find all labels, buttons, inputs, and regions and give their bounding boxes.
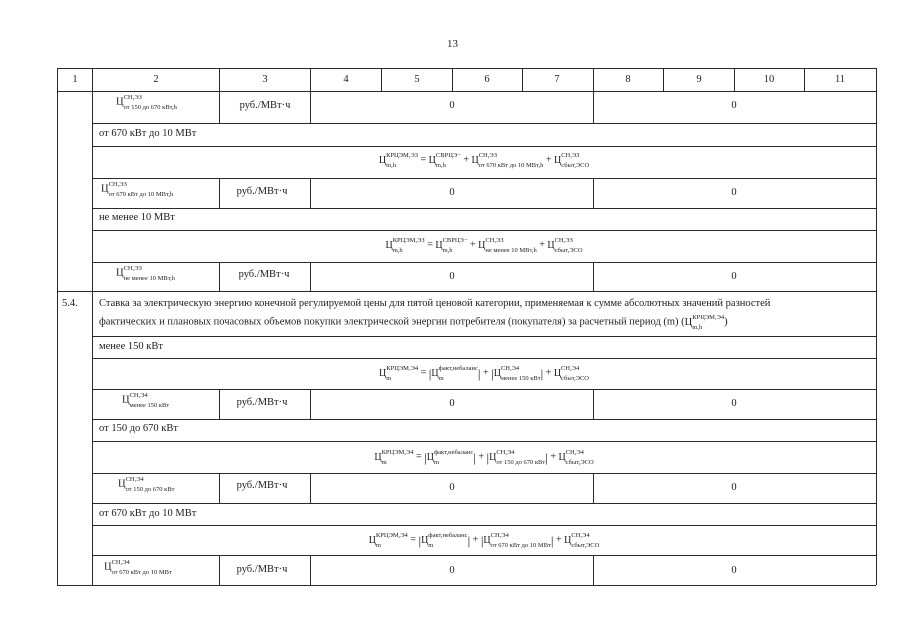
value-cols-8-11: 0 (731, 398, 737, 409)
table-rule (92, 91, 93, 585)
subscript: m (375, 541, 381, 549)
superscript: СН,ЭЗ (123, 265, 142, 272)
operator: + (478, 451, 484, 463)
table-rule (57, 91, 876, 92)
table-rule (593, 68, 594, 91)
price-letter: Ц (104, 561, 112, 573)
price-symbol-ge10 (116, 266, 175, 282)
subscript: m,h (692, 323, 703, 331)
price-symbol-150-670-e4 (118, 477, 175, 493)
price-symbol (480, 532, 551, 549)
index-stack (485, 238, 536, 254)
table-rule (57, 68, 58, 91)
superscript: СН,ЭЗ (485, 237, 504, 244)
price-letter: Ц (478, 239, 486, 251)
price-letter: Ц (374, 451, 382, 463)
subscript: m (386, 374, 392, 382)
price-letter: Ц (564, 534, 572, 546)
price-symbol (478, 237, 537, 254)
table-rule (92, 146, 876, 147)
column-header: 10 (763, 74, 775, 85)
formula (379, 366, 589, 382)
table-rule (92, 441, 876, 442)
superscript: КРЦЭМ,Э4 (692, 314, 725, 321)
subscript: от 670 кВт до 10 МВт,h (478, 161, 544, 169)
superscript: СН,ЭЗ (123, 94, 142, 101)
abs-bar: | (473, 449, 476, 465)
column-header: 1 (72, 74, 78, 85)
table-rule (310, 91, 311, 123)
subscript: m,h (392, 246, 403, 254)
subscript: сбыт,ЭСО (561, 161, 590, 169)
table-rule (92, 555, 876, 556)
subscript: m,h (442, 246, 453, 254)
table-rule (92, 68, 93, 91)
superscript: КРЦЭМ,ЭЗ (392, 237, 425, 244)
index-stack (436, 153, 461, 169)
superscript: СН,Э4 (111, 559, 130, 566)
price-letter: Ц (116, 96, 124, 108)
index-stack (561, 366, 589, 382)
price-letter: Ц (118, 478, 126, 490)
operator: + (463, 154, 469, 166)
superscript: СН,Э4 (565, 449, 584, 456)
column-header: 3 (262, 74, 268, 85)
operator: = (420, 367, 427, 379)
subscript: сбыт,ЭСО (554, 246, 583, 254)
subscript: m (438, 374, 444, 382)
superscript: СВРЦЭ− (442, 237, 468, 244)
unit-label: руб./МВт·ч (236, 186, 288, 197)
subscript: менее 150 кВт (500, 374, 541, 382)
table-rule (92, 525, 876, 526)
superscript: СН,Э4 (125, 476, 144, 483)
abs-bar: | (486, 449, 490, 465)
superscript: факт,небаланс (428, 532, 468, 539)
superscript: КРЦЭМ,ЭЗ (386, 152, 419, 159)
price-letter: Ц (431, 367, 439, 379)
subscript: m (381, 458, 387, 466)
index-stack (439, 366, 478, 382)
superscript: СН,ЭЗ (108, 181, 127, 188)
subscript: не менее 10 МВт,h (123, 274, 175, 282)
value-cols-4-7: 0 (449, 398, 455, 409)
subscript: от 670 кВт до 10 МВт,h (108, 190, 174, 198)
column-header: 6 (484, 74, 490, 85)
table-rule (92, 358, 876, 359)
price-symbol (558, 449, 594, 466)
value-cols-8-11: 0 (731, 565, 737, 576)
table-rule (593, 555, 594, 585)
price-symbol (471, 152, 544, 169)
item-description: Ставка за электрическую энергию конечной регулируемой цены для пятой ценовой категории, применяемая к сумме абсолютных значений разностей (99, 298, 771, 309)
index-stack (491, 533, 551, 549)
table-rule (522, 68, 523, 91)
table-rule (219, 389, 220, 419)
subscript: от 150 до 670 кВт,h (123, 103, 177, 111)
subscript: m,h (386, 161, 397, 169)
price-symbol (428, 152, 461, 169)
table-rule (92, 336, 876, 337)
table-rule (219, 178, 220, 208)
price-symbol-670-10-e4 (104, 560, 172, 576)
superscript: факт,небаланс (438, 365, 478, 372)
operator: + (556, 534, 562, 546)
value-cols-4-7: 0 (449, 565, 455, 576)
table-rule (310, 389, 311, 419)
value-cols-4-7: 0 (449, 187, 455, 198)
price-letter: Ц (101, 183, 109, 195)
price-symbol (547, 237, 583, 254)
price-symbol (368, 532, 408, 549)
price-symbol-670-10 (101, 182, 173, 198)
table-rule (593, 262, 594, 291)
operator: = (420, 154, 427, 166)
price-symbol-150-670 (116, 95, 177, 111)
abs-bar: | (480, 532, 484, 548)
abs-bar: | (428, 365, 432, 381)
price-letter: Ц (489, 451, 497, 463)
price-letter: Ц (116, 267, 124, 279)
price-symbol (379, 365, 419, 382)
index-stack (566, 450, 594, 466)
price-symbol (378, 152, 419, 169)
range-label: от 150 до 670 кВт (99, 423, 178, 434)
table-rule (310, 473, 311, 503)
table-rule (219, 262, 220, 291)
operator: + (550, 451, 556, 463)
superscript: СН,ЭЗ (478, 152, 498, 159)
subscript: от 150 до 670 кВт (125, 485, 175, 493)
table-rule (92, 123, 876, 124)
formula (369, 533, 600, 549)
index-stack (434, 450, 473, 466)
column-header: 8 (625, 74, 631, 85)
table-rule (92, 389, 876, 390)
price-symbol (421, 532, 468, 549)
unit-label: руб./МВт·ч (236, 397, 288, 408)
range-label: от 670 кВт до 10 МВт (99, 128, 197, 139)
price-letter: Ц (378, 154, 387, 166)
abs-bar: | (491, 365, 494, 381)
superscript: СВРЦЭ− (435, 152, 461, 159)
price-letter: Ц (379, 367, 387, 379)
range-label: не менее 10 МВт (99, 212, 175, 223)
table-rule (219, 68, 220, 91)
price-letter: Ц (122, 394, 130, 406)
table-rule (310, 262, 311, 291)
formula (385, 238, 582, 254)
table-rule (310, 555, 311, 585)
table-rule (92, 262, 876, 263)
price-symbol-krcem-e4 (684, 314, 725, 331)
value-cols-8-11: 0 (731, 187, 737, 198)
subscript: m (428, 541, 434, 549)
table-rule (876, 91, 877, 585)
price-letter: Ц (493, 367, 501, 379)
subscript: сбыт,ЭСО (571, 541, 600, 549)
superscript: СН,Э4 (490, 532, 509, 539)
value-cols-8-11: 0 (731, 482, 737, 493)
column-header: 2 (153, 74, 159, 85)
operator: + (545, 367, 552, 379)
index-stack (112, 560, 172, 576)
subscript: от 670 кВт до 10 МВт (490, 541, 551, 549)
price-symbol (493, 365, 541, 382)
subscript: m (433, 458, 440, 466)
price-symbol (426, 449, 476, 466)
table-rule (310, 178, 311, 208)
price-letter: Ц (421, 534, 429, 546)
desc-close: ) (724, 316, 728, 328)
price-letter: Ц (558, 451, 566, 463)
column-header: 9 (696, 74, 702, 85)
index-stack (692, 315, 724, 331)
abs-bar: | (550, 532, 554, 548)
subscript: от 150 до 670 кВт (496, 458, 546, 466)
desc-text: фактических и плановых почасовых объемов покупки электрической энергии потребителя (покупателя) за расчетный период (m) ( (99, 316, 685, 328)
table-rule (219, 91, 220, 123)
index-stack (124, 95, 177, 111)
table-rule (593, 178, 594, 208)
value-cols-8-11: 0 (731, 271, 737, 282)
superscript: факт,небаланс (433, 449, 474, 456)
operator: = (427, 239, 433, 251)
table-rule (734, 68, 735, 91)
index-stack (501, 366, 541, 382)
price-symbol (374, 449, 414, 466)
table-rule (593, 91, 594, 123)
price-letter: Ц (426, 451, 434, 463)
index-stack (126, 477, 175, 493)
price-symbol (428, 365, 478, 382)
value-cols-4-7: 0 (449, 482, 455, 493)
page-number: 13 (447, 38, 458, 50)
unit-label: руб./МВт·ч (236, 564, 288, 575)
table-rule (219, 473, 220, 503)
range-label: менее 150 кВт (99, 341, 163, 352)
table-rule (92, 178, 876, 179)
operator: + (539, 239, 545, 251)
operator: + (472, 534, 479, 546)
subscript: сбыт,ЭСО (565, 458, 594, 466)
table-rule (92, 473, 876, 474)
price-letter: Ц (684, 316, 693, 328)
subscript: от 670 кВт до 10 МВт (111, 568, 172, 576)
operator: + (545, 154, 552, 166)
table-rule (92, 503, 876, 504)
formula (374, 450, 593, 466)
index-stack (386, 366, 418, 382)
abs-bar: | (540, 365, 544, 381)
table-rule (452, 68, 453, 91)
superscript: СН,Э4 (500, 365, 520, 372)
price-letter: Ц (483, 534, 491, 546)
item-number: 5.4. (62, 298, 78, 309)
index-stack (555, 238, 583, 254)
index-stack (393, 238, 425, 254)
price-symbol (489, 449, 546, 466)
superscript: СН,Э4 (561, 365, 580, 372)
price-letter: Ц (428, 154, 436, 166)
abs-bar: | (418, 532, 422, 548)
superscript: КРЦЭМ,Э4 (375, 532, 408, 539)
table-rule (804, 68, 805, 91)
index-stack (479, 153, 544, 169)
abs-bar: | (467, 532, 471, 548)
operator: + (482, 367, 489, 379)
index-stack (130, 393, 170, 409)
superscript: СН,Э4 (496, 449, 515, 456)
table-rule (57, 68, 876, 69)
table-rule (57, 291, 876, 292)
price-letter: Ц (547, 239, 555, 251)
price-symbol (435, 237, 468, 254)
table-rule (219, 555, 220, 585)
operator: = (415, 451, 422, 463)
value-cols-8-11: 0 (731, 100, 737, 111)
price-symbol-lt150 (122, 393, 169, 409)
index-stack (561, 153, 589, 169)
superscript: СН,Э4 (571, 532, 590, 539)
price-letter: Ц (553, 367, 562, 379)
unit-label: руб./МВт·ч (239, 100, 291, 111)
table-rule (92, 230, 876, 231)
superscript: СН,ЭЗ (554, 237, 573, 244)
table-rule (593, 389, 594, 419)
formula (379, 153, 589, 169)
superscript: КРЦЭМ,Э4 (381, 449, 414, 456)
table-rule (92, 419, 876, 420)
subscript: не менее 10 МВт,h (485, 246, 537, 254)
price-letter: Ц (553, 154, 562, 166)
unit-label: руб./МВт·ч (236, 480, 288, 491)
price-symbol (553, 152, 590, 169)
table-rule (92, 208, 876, 209)
index-stack (109, 182, 174, 198)
abs-bar: | (545, 449, 548, 465)
subscript: m,h (435, 161, 446, 169)
value-cols-4-7: 0 (449, 271, 455, 282)
table-rule (876, 68, 877, 91)
price-letter: Ц (471, 154, 479, 166)
operator: + (470, 239, 476, 251)
column-header: 4 (343, 74, 349, 85)
range-label: от 670 кВт до 10 МВт (99, 508, 197, 519)
index-stack (571, 533, 599, 549)
superscript: СН,Э4 (129, 392, 148, 399)
index-stack (443, 238, 468, 254)
price-symbol (564, 532, 600, 549)
unit-label: руб./МВт·ч (238, 269, 290, 280)
superscript: СН,ЭЗ (561, 152, 580, 159)
table-rule (57, 585, 876, 586)
index-stack (124, 266, 175, 282)
table-rule (57, 91, 58, 585)
table-rule (663, 68, 664, 91)
abs-bar: | (424, 449, 427, 465)
superscript: КРЦЭМ,Э4 (386, 365, 419, 372)
index-stack (376, 533, 408, 549)
table-rule (381, 68, 382, 91)
item-description-line2 (99, 315, 728, 331)
index-stack (428, 533, 467, 549)
index-stack (496, 450, 545, 466)
column-header: 5 (414, 74, 420, 85)
table-rule (310, 68, 311, 91)
column-header: 11 (834, 74, 846, 85)
subscript: сбыт,ЭСО (561, 374, 589, 382)
subscript: менее 150 кВт (129, 401, 170, 409)
abs-bar: | (477, 365, 481, 381)
table-rule (593, 473, 594, 503)
price-letter: Ц (385, 239, 393, 251)
index-stack (382, 450, 414, 466)
value-cols-4-7: 0 (449, 100, 455, 111)
index-stack (386, 153, 418, 169)
price-letter: Ц (435, 239, 443, 251)
price-letter: Ц (368, 534, 376, 546)
price-symbol (385, 237, 425, 254)
column-header: 7 (554, 74, 560, 85)
operator: = (410, 534, 416, 546)
price-symbol (553, 365, 589, 382)
